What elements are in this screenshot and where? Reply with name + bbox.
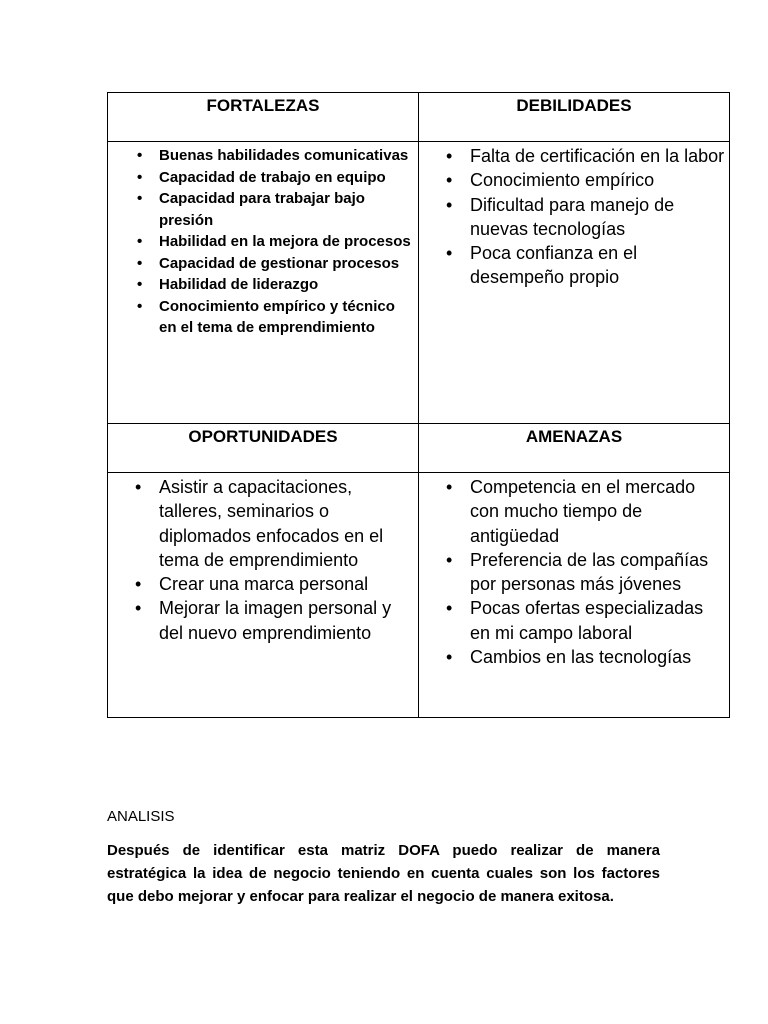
fortalezas-cell (108, 142, 419, 424)
analysis-title: ANALISIS (107, 808, 175, 825)
oportunidades-header (108, 424, 419, 473)
list-item: • Preferencia de las compañías por personas más jóvenes (470, 548, 725, 597)
header-row-1 (108, 93, 730, 142)
oportunidades-cell (108, 473, 419, 718)
list-item: • Buenas habilidades comunicativas (159, 145, 414, 167)
list-item: • Cambios en las tecnologías (470, 645, 725, 669)
oportunidades-list (108, 473, 418, 645)
amenazas-header (419, 424, 730, 473)
amenazas-cell (419, 473, 730, 718)
list-item: • Dificultad para manejo de nuevas tecnologías (470, 193, 725, 242)
amenazas-list (419, 473, 729, 669)
fortalezas-title: FORTALEZAS (206, 96, 320, 115)
list-item: • Asistir a capacitaciones, talleres, seminarios o diplomados enfocados en el tema de emprendimiento (159, 475, 414, 572)
list-item: • Falta de certificación en la labor (470, 144, 725, 168)
debilidades-list (419, 142, 729, 290)
dofa-matrix (107, 92, 730, 718)
debilidades-cell (419, 142, 730, 424)
amenazas-title: AMENAZAS (525, 427, 623, 446)
fortalezas-list (108, 142, 418, 339)
list-item: • Habilidad de liderazgo (159, 274, 414, 296)
list-item: • Poca confianza en el desempeño propio (470, 241, 725, 290)
list-item: • Capacidad de trabajo en equipo (159, 167, 414, 189)
fortalezas-header (108, 93, 419, 142)
debilidades-title: DEBILIDADES (516, 96, 632, 115)
list-item: • Capacidad para trabajar bajo presión (159, 188, 414, 231)
list-item: • Habilidad en la mejora de procesos (159, 231, 414, 253)
list-item: • Pocas ofertas especializadas en mi campo laboral (470, 596, 725, 645)
header-row-2 (108, 424, 730, 473)
debilidades-header (419, 93, 730, 142)
list-item: • Conocimiento empírico y técnico en el tema de emprendimiento (159, 296, 414, 339)
list-item: • Crear una marca personal (159, 572, 414, 596)
list-item: • Conocimiento empírico (470, 168, 725, 192)
body-row-1 (108, 142, 730, 424)
body-row-2 (108, 473, 730, 718)
list-item: • Capacidad de gestionar procesos (159, 253, 414, 275)
list-item: • Mejorar la imagen personal y del nuevo emprendimiento (159, 596, 414, 645)
oportunidades-title: OPORTUNIDADES (188, 427, 338, 446)
list-item: • Competencia en el mercado con mucho tiempo de antigüedad (470, 475, 725, 548)
analysis-paragraph: Después de identificar esta matriz DOFA puedo realizar de manera estratégica la idea de negocio teniendo en cuenta cuales son los factores que debo mejorar y enfocar para realizar el negocio de manera exitosa. (107, 842, 660, 905)
